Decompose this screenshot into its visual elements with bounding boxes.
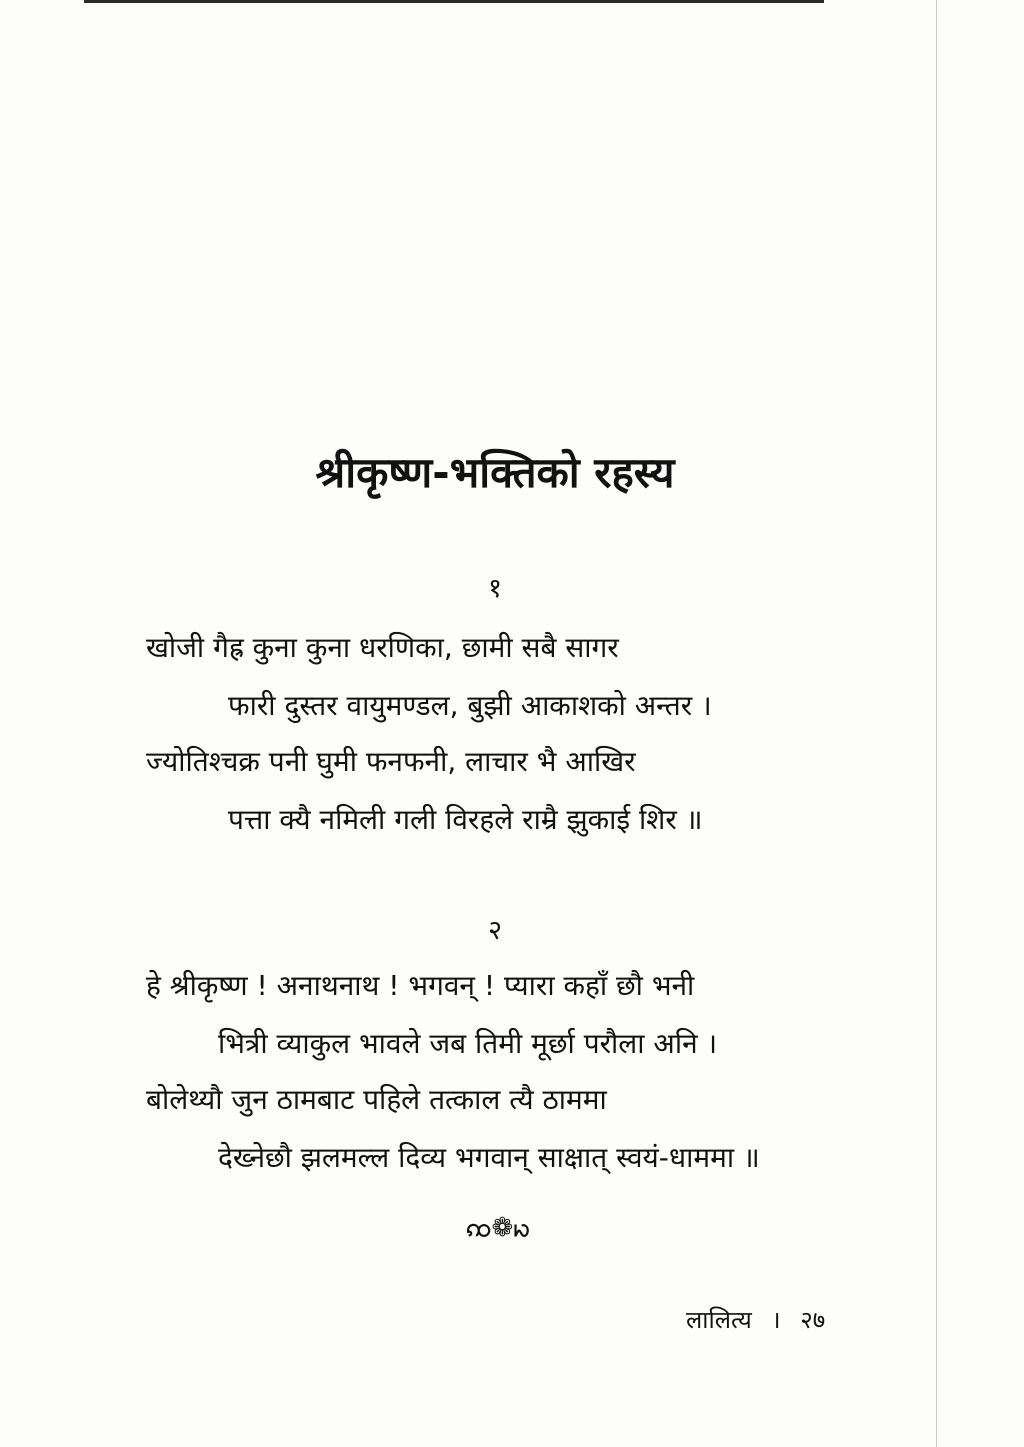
- footer-separator: ।: [771, 1306, 781, 1334]
- book-title: लालित्य: [686, 1306, 752, 1334]
- stanza-2-line-3: बोलेथ्यौ जुन ठामबाट पहिले तत्काल त्यै ठाममा: [146, 1083, 607, 1116]
- stanza-2-line-4: देख्नेछौ झलमल्ल दिव्य भगवान् साक्षात् स्वयं-धाममा ॥: [218, 1141, 760, 1174]
- stanza-1-line-3: ज्योतिश्चक्र पनी घुमी फनफनी, लाचार भै आखिर: [146, 745, 636, 778]
- stanza-1-line-1: खोजी गैह्र कुना कुना धरणिका, छामी सबै सागर: [146, 631, 619, 664]
- stanza-1-line-2: फारी दुस्तर वायुमण्डल, बुझी आकाशको अन्तर ।: [228, 689, 712, 722]
- stanza-number-2: २: [487, 915, 503, 946]
- page-number: २७: [800, 1306, 826, 1334]
- top-rule: [84, 0, 824, 3]
- stanza-2-line-2: भित्री व्याकुल भावले जब तिमी मूर्छा परौला अनि ।: [218, 1027, 718, 1060]
- poem-title: श्रीकृष्ण-भक्तिको रहस्य: [315, 448, 675, 497]
- ornament-divider: ꩡ❁ꩢ: [466, 1213, 530, 1243]
- page-footer: [686, 1302, 825, 1338]
- stanza-number-1: १: [487, 573, 503, 604]
- stanza-2-line-1: हे श्रीकृष्ण ! अनाथनाथ ! भगवन् ! प्यारा कहाँ छौ भनी: [146, 969, 695, 1002]
- stanza-1-line-4: पत्ता क्यै नमिली गली विरहले राम्रै झुकाई शिर ॥: [228, 803, 703, 836]
